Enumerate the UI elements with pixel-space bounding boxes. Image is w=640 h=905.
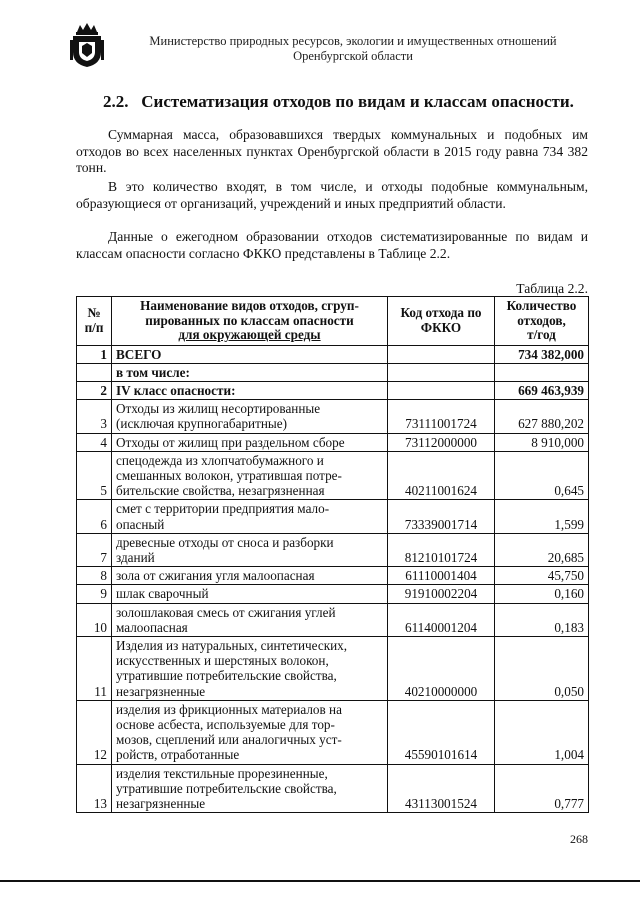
- fkko-code: 61110001404: [388, 567, 495, 585]
- row-number: 2: [77, 381, 112, 399]
- fkko-code: [388, 345, 495, 363]
- waste-name: [112, 700, 388, 764]
- bottom-divider: [0, 880, 640, 882]
- fkko-code: 73111001724: [388, 400, 495, 433]
- waste-name-line: незагрязненные: [116, 683, 206, 699]
- waste-classification-table: [76, 296, 589, 813]
- fkko-code: [388, 381, 495, 399]
- waste-name-line: ВСЕГО: [116, 346, 162, 362]
- header-name: Наименование видов отходов, сгруп- пированных по классам опасности для окружающей среды: [112, 297, 388, 346]
- table-row: [77, 567, 589, 585]
- waste-name-line: ройств, отработанные: [116, 747, 240, 763]
- waste-name-line: золошлаковая смесь от сжигания углей: [116, 604, 336, 620]
- waste-name-line: смешанных волокон, утратившая потре-: [116, 467, 342, 483]
- waste-name-line: изделия из фрикционных материалов на: [116, 701, 342, 717]
- waste-name-line: Отходы из жилищ несортированные: [116, 401, 321, 417]
- section-heading: [103, 92, 603, 112]
- fkko-code: 81210101724: [388, 533, 495, 566]
- ministry-name-line2: Оренбургской области: [293, 49, 413, 63]
- waste-name-line: шлак сварочный: [116, 586, 209, 602]
- waste-quantity: 0,050: [495, 636, 589, 700]
- table-row: [77, 381, 589, 399]
- waste-name-line: опасный: [116, 516, 165, 532]
- waste-name-line: незагрязненные: [116, 795, 206, 811]
- ministry-name-line1: Министерство природных ресурсов, экологии и имущественных отношений: [149, 34, 557, 48]
- fkko-code: 40210000000: [388, 636, 495, 700]
- waste-name-line: смет с территории предприятия мало-: [116, 501, 330, 517]
- row-number: 13: [77, 764, 112, 813]
- waste-name-line: IV класс опасности:: [116, 382, 236, 398]
- waste-name-line: утратившие потребительские свойства,: [116, 668, 337, 684]
- table-body: [77, 345, 589, 813]
- waste-name: [112, 400, 388, 433]
- fkko-code: 61140001204: [388, 603, 495, 636]
- row-number: 1: [77, 345, 112, 363]
- table-row: [77, 533, 589, 566]
- waste-name-line: зола от сжигания угля малоопасная: [116, 568, 315, 584]
- table-row: [77, 764, 589, 813]
- waste-name-line: Изделия из натуральных, синтетических,: [116, 637, 348, 653]
- waste-quantity: 1,599: [495, 500, 589, 533]
- waste-quantity: 734 382,000: [495, 345, 589, 363]
- waste-quantity: 669 463,939: [495, 381, 589, 399]
- waste-name: [112, 363, 388, 381]
- row-number: 3: [77, 400, 112, 433]
- table-row: [77, 636, 589, 700]
- table-row: [77, 585, 589, 603]
- waste-quantity: 1,004: [495, 700, 589, 764]
- row-number: 4: [77, 433, 112, 451]
- table-row: [77, 700, 589, 764]
- fkko-code: 73112000000: [388, 433, 495, 451]
- row-number: 9: [77, 585, 112, 603]
- waste-quantity: [495, 363, 589, 381]
- row-number: 10: [77, 603, 112, 636]
- table-row: [77, 363, 589, 381]
- waste-name: [112, 636, 388, 700]
- row-number: [77, 363, 112, 381]
- crown-shield-emblem-icon: [70, 22, 104, 68]
- table-row: [77, 451, 589, 500]
- waste-name: [112, 764, 388, 813]
- paragraph-table-intro: Данные о ежегодном образовании отходов систематизированные по видам и классам опасности согласно ФККО представлены в Таблице 2.2.: [76, 229, 588, 261]
- waste-name-line: Отходы от жилищ при раздельном сборе: [116, 434, 345, 450]
- header-code: Код отхода по ФККО: [388, 297, 495, 346]
- fkko-code: 73339001714: [388, 500, 495, 533]
- waste-name: [112, 603, 388, 636]
- waste-quantity: 0,645: [495, 451, 589, 500]
- table-row: [77, 400, 589, 433]
- waste-name: [112, 451, 388, 500]
- waste-quantity: 20,685: [495, 533, 589, 566]
- waste-quantity: 0,777: [495, 764, 589, 813]
- waste-name-line: мозов, сцеплений или аналогичных уст-: [116, 732, 342, 748]
- waste-name-line: спецодежда из хлопчатобумажного и: [116, 452, 324, 468]
- regional-emblem: [70, 22, 104, 68]
- ministry-header: [118, 34, 588, 64]
- waste-name-line: зданий: [116, 549, 155, 565]
- row-number: 7: [77, 533, 112, 566]
- section-title: Систематизация отходов по видам и классам опасности.: [141, 92, 574, 111]
- table-row: [77, 500, 589, 533]
- waste-name: [112, 433, 388, 451]
- waste-name: [112, 500, 388, 533]
- row-number: 12: [77, 700, 112, 764]
- waste-name-line: основе асбеста, используемые для тор-: [116, 716, 335, 732]
- header-num: № п/п: [77, 297, 112, 346]
- page-number: 268: [570, 832, 588, 846]
- waste-quantity: 0,160: [495, 585, 589, 603]
- table-row: [77, 603, 589, 636]
- paragraph-included-waste: В это количество входят, в том числе, и отходы подобные коммунальным, образующиеся от организаций, учреждений и иных предприятий области.: [76, 179, 588, 211]
- waste-name-line: изделия текстильные прорезиненные,: [116, 765, 328, 781]
- waste-name-line: (исключая крупногабаритные): [116, 416, 288, 432]
- waste-quantity: 0,183: [495, 603, 589, 636]
- waste-name: [112, 381, 388, 399]
- paragraph-total-mass: Суммарная масса, образовавшихся твердых коммунальных и подобных им отходов во всех населенных пунктах Оренбургской области в 2015 году равна 734 382 тонн.: [76, 127, 588, 175]
- waste-name-line: бительские свойства, незагрязненная: [116, 483, 325, 499]
- waste-name: [112, 585, 388, 603]
- section-number: 2.2.: [103, 92, 129, 111]
- table-row: [77, 345, 589, 363]
- header-qty: Количество отходов, т/год: [495, 297, 589, 346]
- row-number: 5: [77, 451, 112, 500]
- waste-quantity: 8 910,000: [495, 433, 589, 451]
- table-row: [77, 433, 589, 451]
- row-number: 8: [77, 567, 112, 585]
- waste-name-line: искусственных и шерстяных волокон,: [116, 653, 329, 669]
- waste-name: [112, 567, 388, 585]
- waste-name: [112, 345, 388, 363]
- table-header-row: [77, 297, 589, 346]
- table-caption: Таблица 2.2.: [516, 281, 588, 296]
- waste-name-line: малоопасная: [116, 619, 188, 635]
- waste-name-line: древесные отходы от сноса и разборки: [116, 534, 334, 550]
- waste-quantity: 45,750: [495, 567, 589, 585]
- row-number: 11: [77, 636, 112, 700]
- fkko-code: [388, 363, 495, 381]
- fkko-code: 45590101614: [388, 700, 495, 764]
- waste-quantity: 627 880,202: [495, 400, 589, 433]
- fkko-code: 91910002204: [388, 585, 495, 603]
- fkko-code: 43113001524: [388, 764, 495, 813]
- fkko-code: 40211001624: [388, 451, 495, 500]
- row-number: 6: [77, 500, 112, 533]
- waste-name-line: в том числе:: [116, 364, 190, 380]
- waste-name: [112, 533, 388, 566]
- waste-name-line: утратившие потребительские свойства,: [116, 780, 337, 796]
